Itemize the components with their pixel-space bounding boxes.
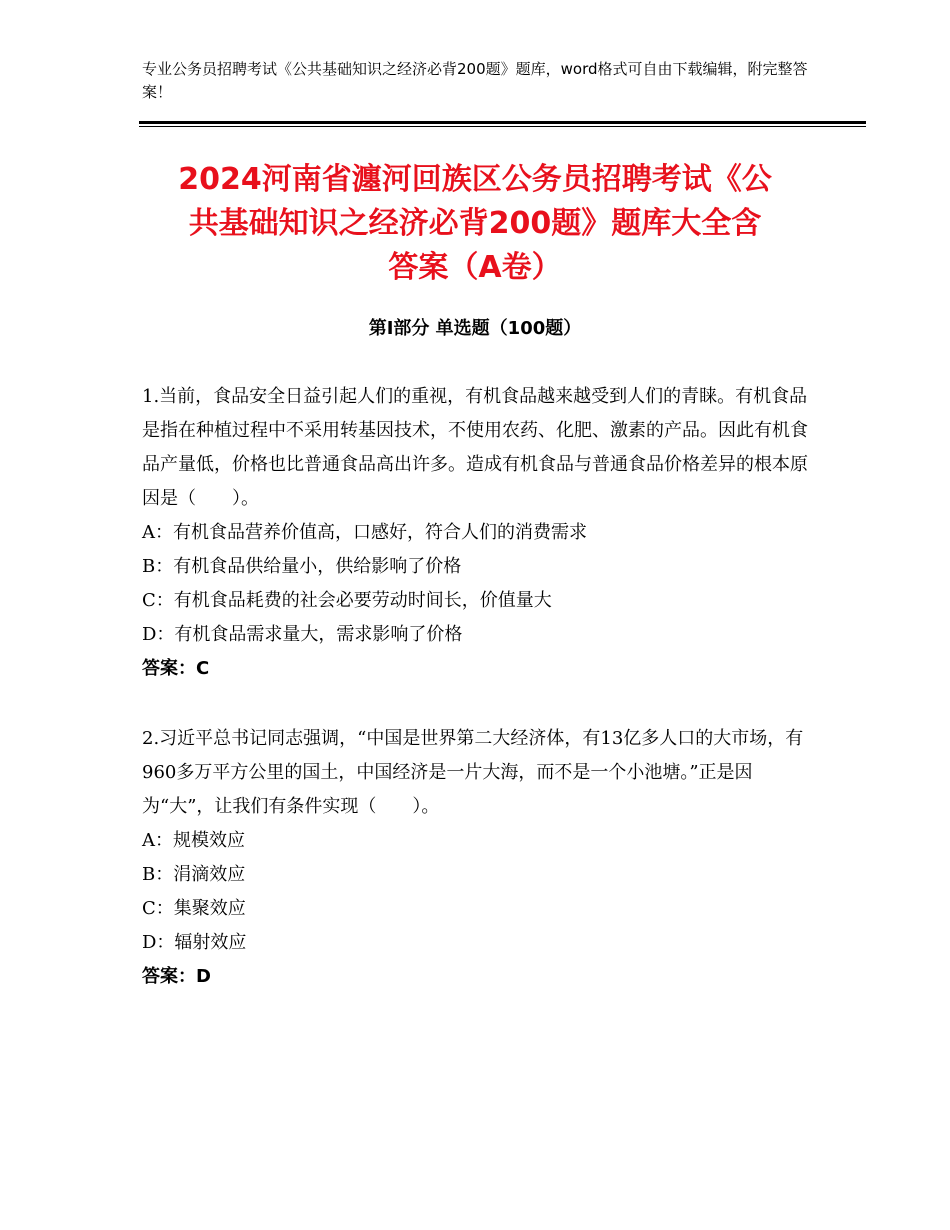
header-note: 专业公务员招聘考试《公共基础知识之经济必背200题》题库，word格式可自由下载编辑，附完整答案！ [142,60,808,101]
option-d: D：有机食品需求量大，需求影响了价格 [142,624,463,645]
question-stem: 1.当前，食品安全日益引起人们的重视，有机食品越来越受到人们的青睐。有机食品是指在种植过程中不采用转基因技术，不使用农药、化肥、激素的产品。因此有机食品产量低，价格也比普通食品高出许多。造成有机食品与普通食品价格差异的根本原因是（ ）。 [142,386,808,509]
option-c: C：有机食品耗费的社会必要劳动时间长，价值量大 [142,590,552,611]
option-b: B：涓滴效应 [142,864,246,885]
option-a: A：有机食品营养价值高，口感好，符合人们的消费需求 [142,522,587,543]
title-line-3: 答案（A卷） [388,250,562,285]
option-d: D：辐射效应 [142,932,247,953]
answer: 答案：C [142,658,210,679]
option-a: A：规模效应 [142,830,245,851]
title-line-1: 2024河南省瀍河回族区公务员招聘考试《公 [178,162,772,197]
title-line-2: 共基础知识之经济必背200题》题库大全含 [188,206,762,241]
option-b: B：有机食品供给量小，供给影响了价格 [142,556,462,577]
section-title: 第Ⅰ部分 单选题（100题） [368,318,582,339]
option-c: C：集聚效应 [142,898,246,919]
answer: 答案：D [142,966,211,987]
question-1 [142,380,810,686]
question-2 [142,722,810,994]
document-title [100,158,850,290]
header-rule-thick [139,121,866,124]
header-rule-thin [139,126,866,127]
question-stem: 2.习近平总书记同志强调，“中国是世界第二大经济体，有13亿多人口的大市场，有960多万平方公里的国土，中国经济是一片大海，而不是一个小池塘。”正是因为“大”，让我们有条件实现（ ）。 [142,728,804,817]
